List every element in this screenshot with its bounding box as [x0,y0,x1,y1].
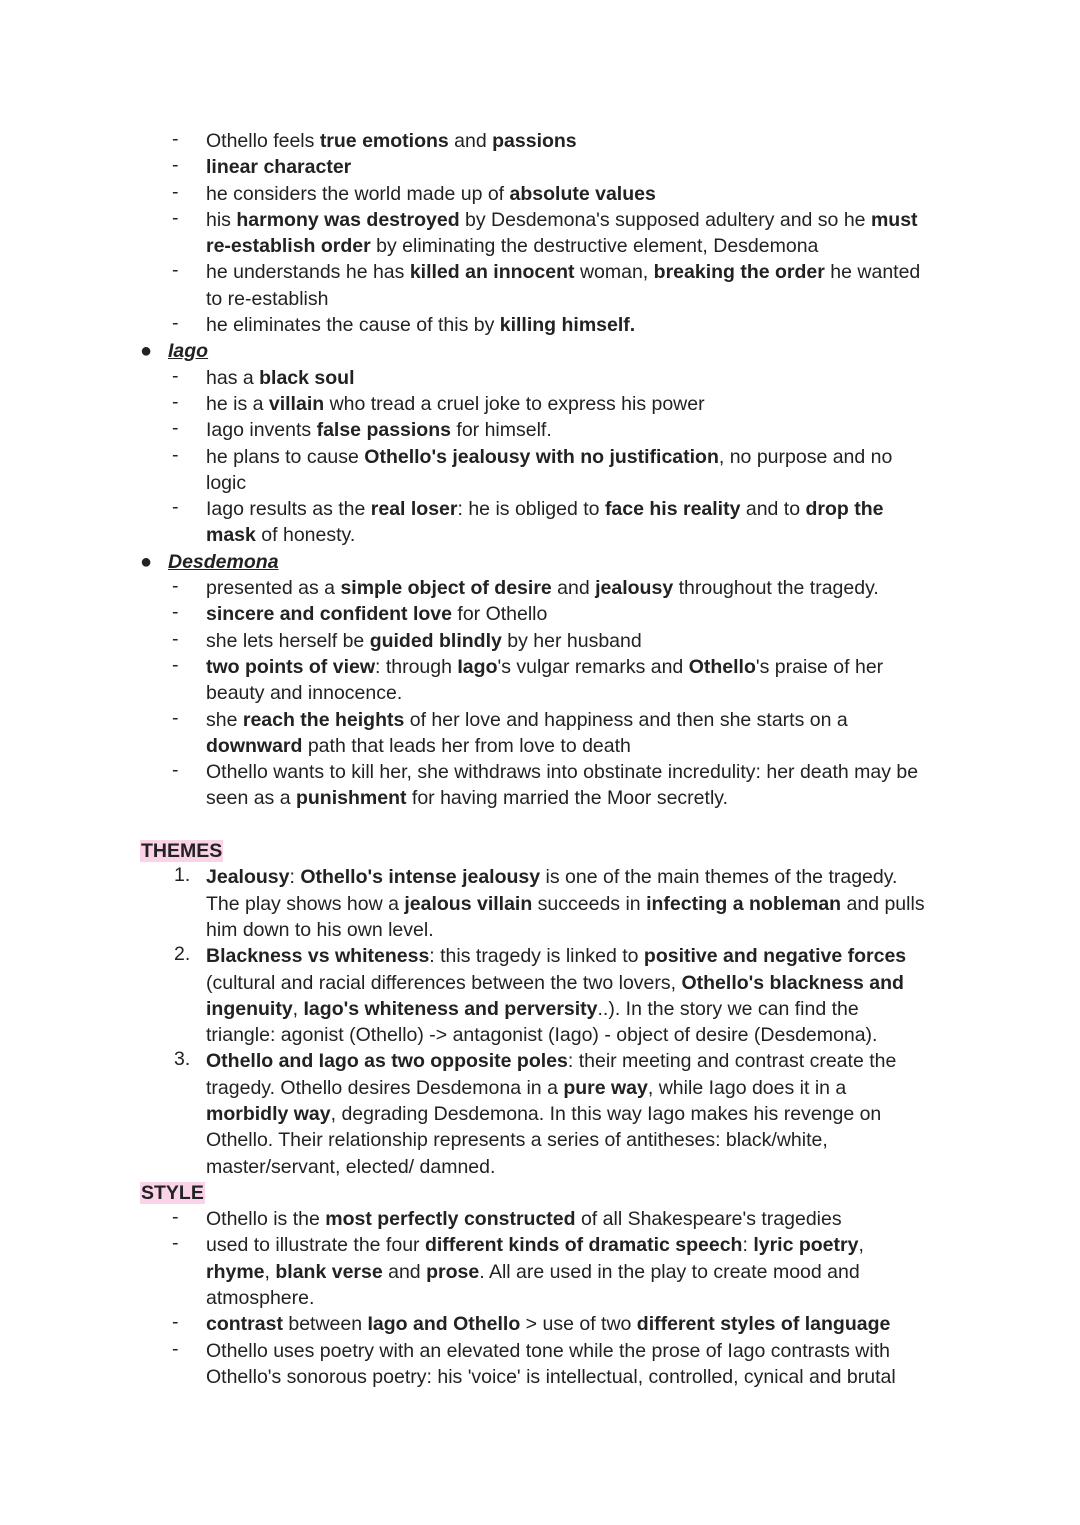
list-item [0,1232,1080,1311]
text-run: Othello feels [206,130,320,152]
text-line [206,286,1080,312]
item-number: 2. [174,943,191,966]
list-item-text [206,1338,1080,1391]
list-item-text [206,312,1080,338]
dash-marker: - [172,443,179,466]
text-run: > use of two [520,1313,637,1336]
dash-marker: - [172,1206,179,1229]
text-run: : this tragedy is linked to [429,945,644,968]
text-run: of all Shakespeare's tragedies [575,1208,842,1231]
text-run: and [382,1260,427,1283]
character-heading-desdemona [0,549,1080,575]
list-item-text [206,365,1080,391]
bold-text: killed an innocent [409,261,575,284]
bold-text: real loser [370,498,458,521]
text-run: Othello's sonorous poetry: his 'voice' is intellectual, controlled, cynical and brutal [206,1365,896,1388]
text-run: used to illustrate the four [206,1234,425,1257]
text-run: ..). In the story we can find the [597,997,859,1020]
bold-text: Iago's whiteness and perversity [303,997,598,1020]
dash-marker: - [172,1311,179,1334]
text-line [206,1338,1080,1364]
text-line [206,1232,1080,1258]
list-item [0,707,1080,760]
bold-text: jealousy [595,577,674,600]
text-line [206,1154,1080,1180]
item-number: 1. [174,864,191,887]
bold-text: lyric poetry [753,1234,859,1257]
dash-marker: - [172,1337,179,1360]
text-line [206,233,1080,259]
text-run: , [264,1260,276,1283]
text-line [206,943,1080,969]
text-run: (cultural and racial differences between the two lovers, [206,971,682,994]
text-run: of honesty. [255,524,356,547]
text-run: and [448,130,493,152]
list-item [0,654,1080,707]
text-line [206,707,1080,733]
numbered-item-text [206,864,1080,943]
list-item-text [206,1232,1080,1311]
bold-text: drop the [805,498,884,521]
text-line [206,1206,1080,1232]
numbered-item [0,864,1080,943]
text-line [206,1364,1080,1390]
text-line [206,1285,1080,1311]
text-line [206,417,1080,443]
text-line [206,207,1080,233]
list-item [0,391,1080,417]
bullet-dot-icon: ● [140,340,153,363]
text-line [206,470,1080,496]
text-run: by Desdemona's supposed adultery and so he [459,208,871,231]
text-line [206,575,1080,601]
text-run: : he is obliged to [457,498,605,521]
style-points [0,1206,1080,1390]
character-name: Iago [168,340,209,363]
text-run: of her love and happiness and then she starts on a [404,708,848,731]
list-item [0,1338,1080,1391]
text-run: he wanted [824,261,921,284]
dash-marker: - [172,154,179,177]
text-line [206,1127,1080,1153]
bold-text: absolute values [509,182,656,205]
text-run: seen as a [206,787,296,810]
text-run: path that leads her from love to death [302,734,631,757]
bold-text: harmony was destroyed [236,208,460,231]
dash-marker: - [172,206,179,229]
list-item [0,444,1080,497]
text-run: she lets herself be [206,629,370,652]
list-item [0,154,1080,180]
text-run: for himself. [450,419,552,442]
text-line [206,785,1080,811]
text-run: and to [740,498,806,521]
text-run: his [206,208,237,231]
list-item [0,759,1080,812]
list-item-text [206,1206,1080,1232]
bold-text: must [870,208,918,231]
text-line [206,628,1080,654]
text-run: he eliminates the cause of this by [206,314,500,337]
bold-text: mask [206,524,256,547]
desdemona-points [0,575,1080,812]
bold-text: breaking the order [653,261,825,284]
text-run: logic [206,471,247,494]
text-run: Othello. Their relationship represents a series of antitheses: black/white, [206,1129,828,1152]
text-run: : [742,1234,754,1257]
text-run: , no purpose and no [718,445,893,468]
text-run: , degrading Desdemona. In this way Iago makes his revenge on [330,1102,882,1125]
text-run: : their meeting and contrast create the [567,1050,897,1073]
text-line [206,1048,1080,1074]
item-number: 3. [174,1048,191,1071]
list-item [0,365,1080,391]
text-run: and pulls [841,892,925,915]
bold-text: Blackness vs whiteness [206,945,430,968]
bold-text: black soul [259,366,355,389]
bold-text: Othello's blackness and [681,971,904,994]
dash-marker: - [172,364,179,387]
dash-marker: - [172,390,179,413]
bold-text: re-establish order [206,235,371,258]
list-item [0,628,1080,654]
text-run: by her husband [501,629,642,652]
text-line [206,154,1080,180]
bold-text: Iago and Othello [367,1313,521,1336]
text-line [206,996,1080,1022]
text-line [206,1101,1080,1127]
text-line [206,1311,1080,1337]
bold-text: jealous villain [404,892,533,915]
text-run: presented as a [206,577,341,600]
dash-marker: - [172,706,179,729]
bold-text: prose [426,1260,480,1283]
text-run: succeeds in [532,892,647,915]
text-run: woman, [574,261,654,284]
bold-text: passions [492,130,577,152]
bold-text: Othello's jealousy with no justification [364,445,719,468]
text-run: who tread a cruel joke to express his power [324,392,705,415]
bold-text: face his reality [604,498,741,521]
bold-text: morbidly way [206,1102,331,1125]
text-line [206,365,1080,391]
text-run: to re-establish [206,287,329,310]
text-line [206,444,1080,470]
text-run: is one of the main themes of the tragedy. [540,866,898,889]
list-item-text [206,628,1080,654]
text-line [206,1022,1080,1048]
list-item-text [206,154,1080,180]
bold-text: rhyme [206,1260,265,1283]
bold-text: sincere and confident love [206,603,452,626]
text-run: The play shows how a [206,892,405,915]
section-heading: STYLE [141,1181,204,1204]
text-run: master/servant, elected/ damned. [206,1155,496,1178]
text-run: throughout the tragedy. [673,577,879,600]
list-item-text [206,259,1080,312]
text-line [206,1075,1080,1101]
text-line [206,733,1080,759]
dash-marker: - [172,259,179,282]
list-item [0,312,1080,338]
text-run: Iago results as the [206,498,371,521]
text-line [206,181,1080,207]
text-line [206,864,1080,890]
list-item [0,181,1080,207]
list-item-text [206,496,1080,549]
bold-text: linear character [206,156,352,179]
bold-text: Othello [688,655,756,678]
bold-text: simple object of desire [340,577,552,600]
bold-text: two points of view [206,655,375,678]
bold-text: reach the heights [242,708,405,731]
bold-text: pure way [563,1076,648,1099]
text-line [206,391,1080,417]
text-run: Othello is the [206,1208,326,1231]
text-line [206,654,1080,680]
text-line [206,496,1080,522]
text-line [206,891,1080,917]
section-heading: THEMES [141,840,223,863]
text-line [206,259,1080,285]
text-run: 's praise of her [755,655,884,678]
dash-marker: - [172,575,179,598]
list-item-text [206,654,1080,707]
text-line [206,1259,1080,1285]
list-item-text [206,707,1080,760]
list-item-text [206,601,1080,627]
text-run: and [551,577,596,600]
bold-text: ingenuity [206,997,293,1020]
text-run: , [858,1234,864,1257]
text-run: he is a [206,392,269,415]
list-item [0,575,1080,601]
list-item [0,259,1080,312]
numbered-item-text [206,943,1080,1048]
themes-list [0,864,1080,1180]
list-item-text [206,1311,1080,1337]
bold-text: infecting a nobleman [646,892,842,915]
dash-marker: - [172,759,179,782]
numbered-item-text [206,1048,1080,1179]
bold-text: villain [268,392,325,415]
text-run: , [292,997,304,1020]
list-item-text [206,181,1080,207]
text-run: Iago invents [206,419,317,442]
text-line [206,522,1080,548]
dash-marker: - [172,180,179,203]
text-run: by eliminating the destructive element, Desdemona [370,235,819,258]
othello-points [0,128,1080,338]
list-item-text [206,128,1080,154]
text-run: between [282,1313,368,1336]
style-heading [0,1180,1080,1206]
bold-text: most perfectly constructed [325,1208,576,1231]
text-run: atmosphere. [206,1287,315,1310]
character-name: Desdemona [168,550,279,573]
bold-text: guided blindly [369,629,502,652]
text-line [206,601,1080,627]
bold-text: contrast [206,1313,283,1336]
bold-text: killing himself. [499,314,636,337]
themes-heading [0,838,1080,864]
text-run: she [206,708,243,731]
text-run: 's vulgar remarks and [497,655,689,678]
text-line [206,759,1080,785]
text-run: Othello wants to kill her, she withdraws into obstinate incredulity: her death may be [206,761,919,784]
text-run: : [289,866,301,889]
dash-marker: - [172,417,179,440]
bold-text: punishment [295,787,407,810]
text-run: , while Iago does it in a [647,1076,847,1099]
document-page [0,128,1080,1390]
dash-marker: - [172,601,179,624]
text-run: for having married the Moor secretly. [406,787,728,810]
numbered-item [0,1048,1080,1179]
dash-marker: - [172,653,179,676]
section-spacer [0,812,1080,838]
bold-text: Iago [457,655,498,678]
text-run: beauty and innocence. [206,682,403,705]
list-item-text [206,444,1080,497]
text-run: tragedy. Othello desires Desdemona in a [206,1076,564,1099]
list-item-text [206,207,1080,260]
text-run: he plans to cause [206,445,365,468]
text-run: for Othello [451,603,548,626]
text-run: he understands he has [206,261,410,284]
numbered-item [0,943,1080,1048]
list-item-text [206,391,1080,417]
list-item-text [206,575,1080,601]
text-run: : through [375,655,458,678]
bold-text: Jealousy [206,866,290,889]
list-item [0,1206,1080,1232]
dash-marker: - [172,1232,179,1255]
dash-marker: - [172,496,179,519]
text-run: has a [206,366,260,389]
text-line [206,680,1080,706]
text-run: him down to his own level. [206,918,434,941]
dash-marker: - [172,312,179,335]
text-run: he considers the world made up of [206,182,510,205]
bold-text: different styles of language [636,1313,891,1336]
bold-text: Othello's intense jealousy [300,866,541,889]
text-run: triangle: agonist (Othello) -> antagonist (Iago) - object of desire (Desdemona). [206,1024,878,1047]
text-line [206,917,1080,943]
text-line [206,312,1080,338]
bold-text: Othello and Iago as two opposite poles [206,1050,568,1073]
text-line [206,128,1080,154]
text-line [206,970,1080,996]
dash-marker: - [172,128,179,150]
bold-text: different kinds of dramatic speech [424,1234,743,1257]
bold-text: false passions [316,419,451,442]
list-item-text [206,759,1080,812]
character-heading-iago [0,338,1080,364]
text-run: Othello uses poetry with an elevated tone while the prose of Iago contrasts with [206,1339,890,1362]
list-item [0,207,1080,260]
list-item [0,601,1080,627]
bold-text: true emotions [319,130,449,152]
list-item-text [206,417,1080,443]
list-item [0,417,1080,443]
list-item [0,128,1080,154]
list-item [0,1311,1080,1337]
dash-marker: - [172,627,179,650]
bold-text: positive and negative forces [643,945,907,968]
text-run: . All are used in the play to create mood and [479,1260,860,1283]
bullet-dot-icon: ● [140,550,153,573]
list-item [0,496,1080,549]
iago-points [0,365,1080,549]
bold-text: downward [206,734,303,757]
bold-text: blank verse [275,1260,383,1283]
